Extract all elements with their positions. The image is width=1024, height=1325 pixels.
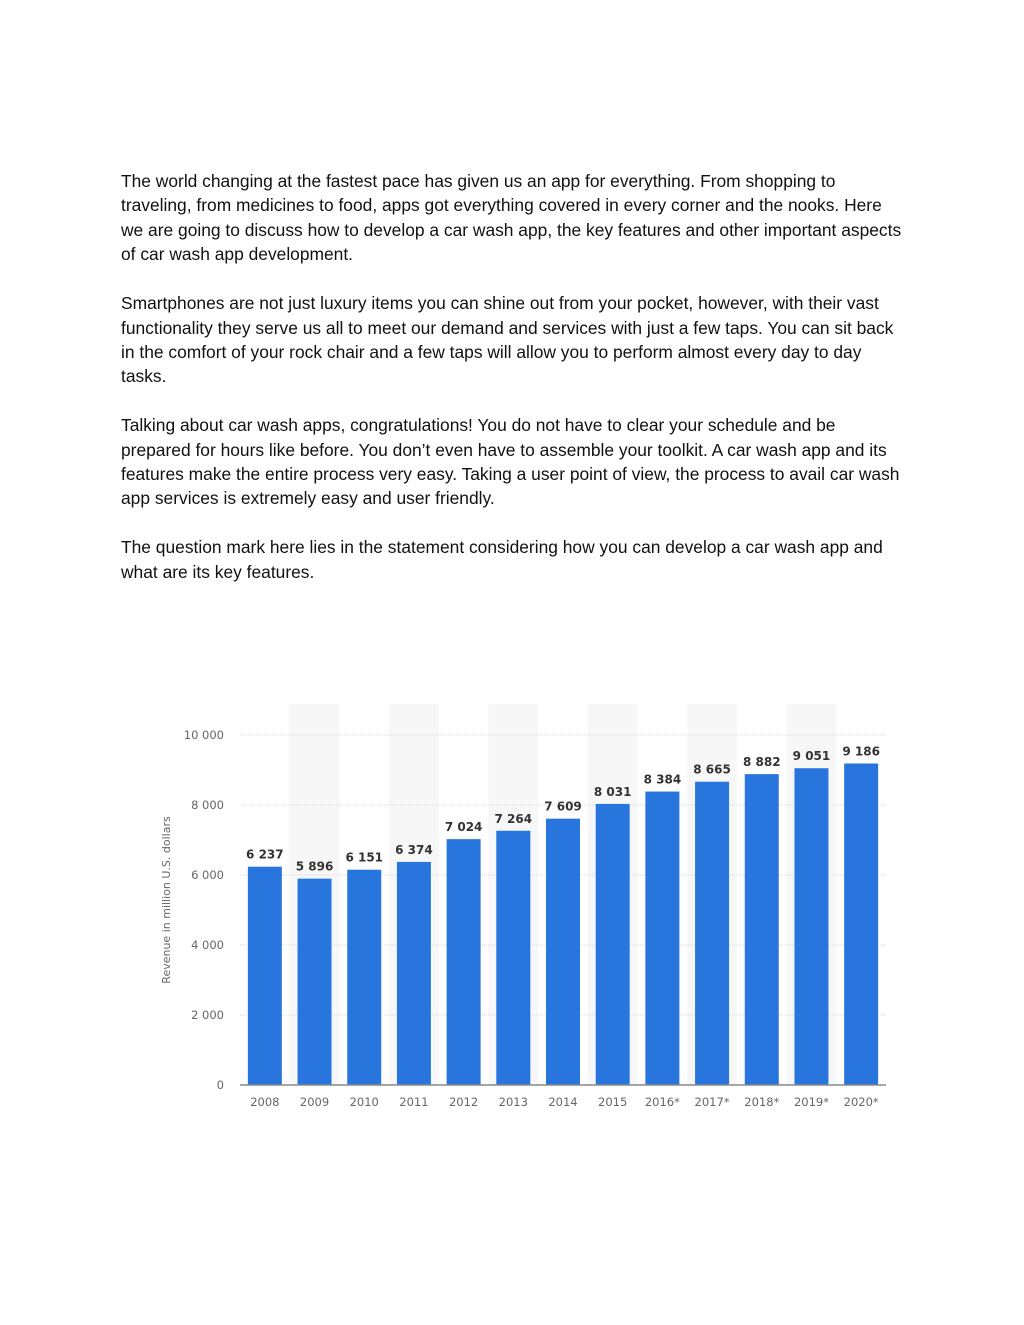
x-tick-label: 2011 bbox=[399, 1095, 429, 1109]
bar-2010 bbox=[347, 870, 381, 1085]
bar-2013 bbox=[496, 831, 530, 1085]
x-tick-label: 2020* bbox=[843, 1095, 879, 1109]
x-tick-label: 2009 bbox=[299, 1095, 330, 1109]
paragraph-2: Smartphones are not just luxury items you can shine out from your pocket, however, with their vast functionality they serve us all to meet our demand and services with just a few taps. You can sit back in the comfort of your rock chair and a few taps will allow you to perform almost every day to day tasks. bbox=[121, 293, 894, 387]
data-label-2017*: 8 665 bbox=[693, 762, 731, 777]
data-label-2019*: 9 051 bbox=[792, 749, 831, 764]
document-body bbox=[121, 169, 903, 609]
x-tick-label: 2018* bbox=[744, 1095, 780, 1109]
bar-2009 bbox=[298, 879, 332, 1085]
x-tick-label: 2013 bbox=[498, 1095, 528, 1109]
data-label-2014: 7 609 bbox=[544, 799, 582, 814]
data-label-2010: 6 151 bbox=[345, 850, 384, 865]
y-tick-label: 8 000 bbox=[191, 798, 224, 812]
x-tick-label: 2015 bbox=[598, 1095, 628, 1109]
bar-2016* bbox=[645, 792, 679, 1085]
data-label-2013: 7 264 bbox=[494, 811, 533, 826]
x-tick-label: 2017* bbox=[694, 1095, 730, 1109]
x-tick-label: 2019* bbox=[793, 1095, 829, 1109]
data-label-2011: 6 374 bbox=[395, 842, 433, 857]
x-tick-label: 2014 bbox=[548, 1095, 578, 1109]
x-tick-label: 2016* bbox=[644, 1095, 680, 1109]
data-label-2020*: 9 186 bbox=[842, 744, 880, 759]
bar-2017* bbox=[695, 782, 729, 1085]
x-tick-label: 2012 bbox=[448, 1095, 479, 1109]
bar-2020* bbox=[844, 763, 878, 1085]
chart-svg bbox=[150, 690, 900, 1120]
data-label-2016*: 8 384 bbox=[643, 772, 682, 787]
data-label-2009: 5 896 bbox=[295, 859, 334, 874]
bar-2018* bbox=[745, 774, 779, 1085]
data-label-2018*: 8 882 bbox=[742, 755, 781, 770]
paragraph-4: The question mark here lies in the statement considering how you can develop a car wash app and what are its key features. bbox=[121, 537, 883, 582]
bar-2019* bbox=[794, 768, 828, 1085]
y-tick-label: 4 000 bbox=[191, 938, 224, 952]
paragraph-1: The world changing at the fastest pace has given us an app for everything. From shopping to traveling, from medicines to food, apps got everything covered in every corner and the nooks. Here we are going to discuss how to develop a car wash app, the key features and other important aspects of car wash app development. bbox=[121, 171, 902, 265]
bar-2014 bbox=[546, 819, 580, 1085]
bar-2015 bbox=[596, 804, 630, 1085]
x-tick-label: 2010 bbox=[349, 1095, 379, 1109]
y-tick-label: 2 000 bbox=[191, 1008, 224, 1022]
y-tick-label: 6 000 bbox=[191, 868, 224, 882]
bar-2011 bbox=[397, 862, 431, 1085]
y-axis-title: Revenue in million U.S. dollars bbox=[160, 816, 173, 984]
revenue-bar-chart bbox=[150, 690, 900, 1120]
data-label-2012: 7 024 bbox=[444, 820, 483, 835]
data-label-2015: 8 031 bbox=[593, 784, 632, 799]
y-tick-label: 10 000 bbox=[183, 728, 224, 742]
x-tick-label: 2008 bbox=[250, 1095, 280, 1109]
paragraph-3: Talking about car wash apps, congratulations! You do not have to clear your schedule and be prepared for hours like before. You don’t even have to assemble your toolkit. A car wash app and its features make the entire process very easy. Taking a user point of view, the process to avail car wash app services is extremely easy and user friendly. bbox=[121, 415, 900, 509]
y-tick-label: 0 bbox=[216, 1078, 224, 1092]
data-label-2008: 6 237 bbox=[246, 847, 284, 862]
bar-2012 bbox=[447, 839, 481, 1085]
bar-2008 bbox=[248, 867, 282, 1085]
